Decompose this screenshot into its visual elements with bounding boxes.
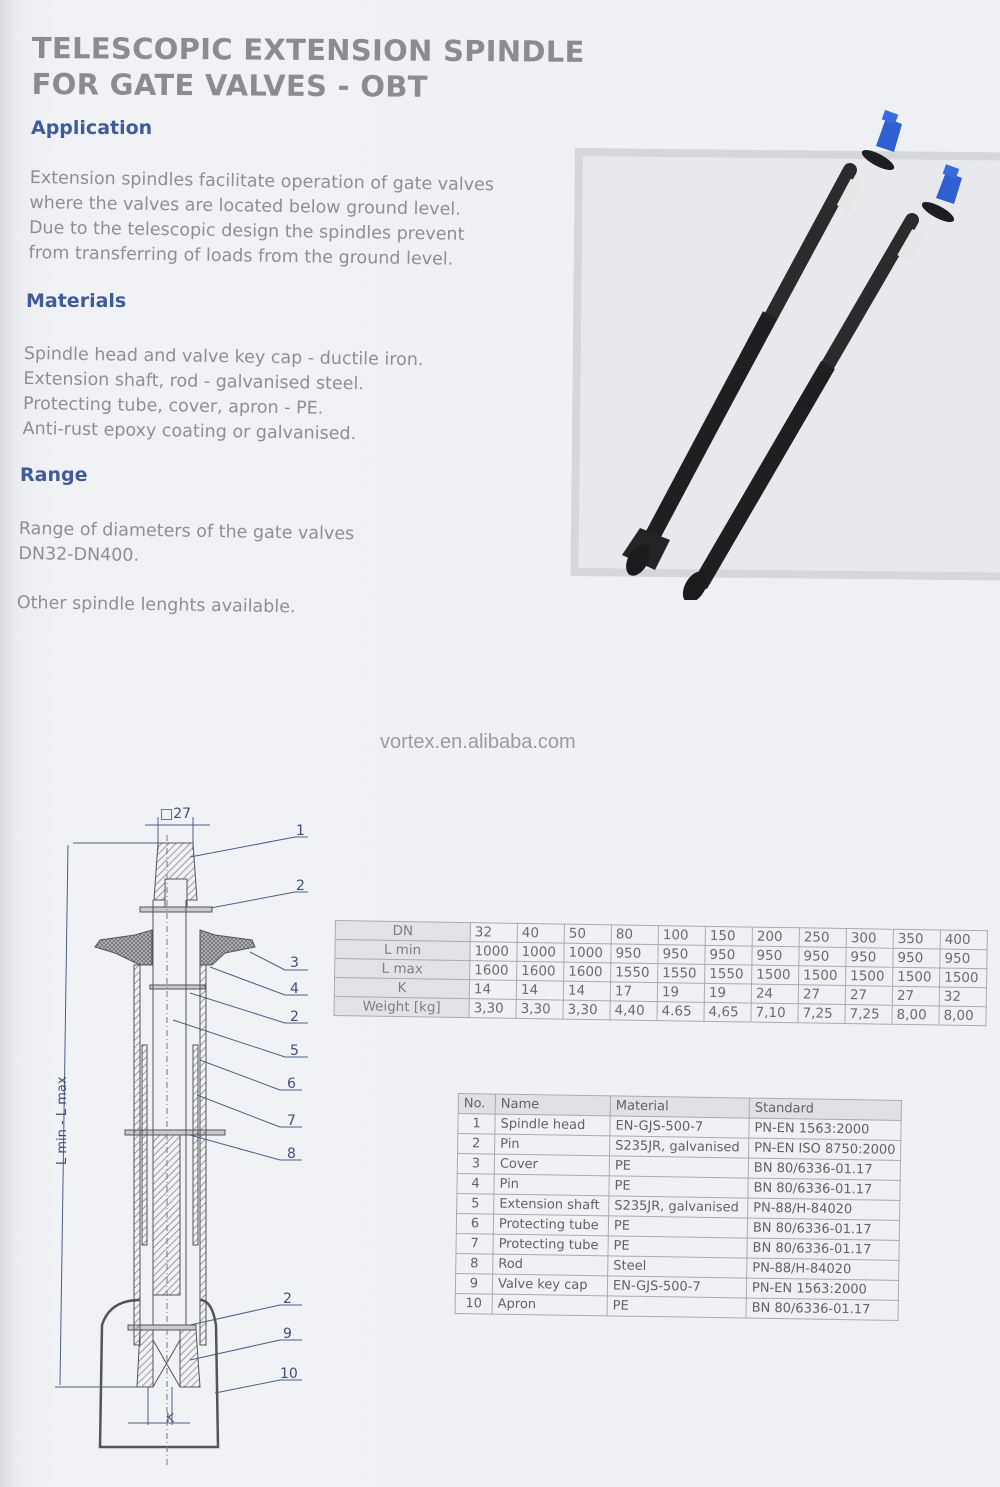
row-label: L max: [335, 959, 470, 980]
part-name: Spindle head: [495, 1114, 610, 1136]
text-line: where the valves are located below ground level.: [29, 192, 461, 220]
table-cell: 1500: [893, 967, 940, 987]
row-label: Weight [kg]: [334, 996, 469, 1017]
table-cell: 1550: [705, 964, 752, 984]
text-line: Due to the telescopic design the spindles prevent: [28, 217, 465, 245]
table-cell: 4.65: [657, 1002, 704, 1022]
spindle-image-left: [621, 110, 902, 580]
technical-drawing: [40, 795, 340, 1479]
table-cell: 950: [799, 947, 846, 967]
callout-9: 9: [283, 1326, 292, 1342]
callout-10: 10: [280, 1366, 298, 1382]
table-cell: 950: [893, 948, 940, 968]
table-cell: 7,10: [751, 1003, 798, 1023]
text-line: from transferring of loads from the ground level.: [28, 242, 454, 270]
table-cell: 950: [752, 946, 799, 966]
materials-text: [22, 342, 423, 448]
column-header-name: Name: [495, 1094, 610, 1116]
part-standard: BN 80/6336-01.17: [747, 1218, 900, 1240]
title-line-2: FOR GATE VALVES - OBT: [31, 66, 428, 104]
part-standard: BN 80/6336-01.17: [748, 1158, 901, 1180]
table-cell: 40: [517, 923, 564, 943]
table-cell: 400: [940, 930, 987, 950]
length-dimension-label: L min - L max: [55, 1076, 70, 1165]
table-cell: 80: [611, 925, 658, 945]
table-cell: 1600: [517, 961, 564, 981]
table-cell: 32: [470, 923, 517, 943]
part-name: Extension shaft: [494, 1194, 609, 1216]
row-label: K: [334, 978, 469, 999]
square-dimension-label: □27: [160, 806, 192, 822]
table-cell: 950: [705, 945, 752, 965]
range-heading: Range: [20, 464, 88, 486]
callout-numbers: [280, 823, 305, 1382]
part-no: 8: [456, 1253, 493, 1274]
product-photo: [560, 100, 1000, 600]
table-cell: 8,00: [939, 1006, 986, 1026]
text-line: Anti-rust epoxy coating or galvanised.: [22, 418, 357, 445]
table-cell: 27: [798, 985, 845, 1005]
table-cell: 1550: [611, 963, 658, 983]
table-cell: 27: [892, 986, 939, 1006]
table-cell: 1500: [799, 966, 846, 986]
part-material: PE: [608, 1216, 747, 1238]
text-line: Spindle head and valve key cap - ductile iron.: [23, 343, 424, 371]
table-cell: 50: [564, 924, 611, 944]
table-cell: 32: [939, 987, 986, 1007]
watermark-text: vortex.en.alibaba.com: [380, 731, 576, 753]
text-line: DN32-DN400.: [18, 543, 140, 566]
range-note: [17, 591, 296, 620]
text-line: Extension shaft, rod - galvanised steel.: [23, 368, 365, 395]
table-cell: 14: [469, 980, 516, 1000]
part-no: 5: [457, 1193, 494, 1214]
table-cell: 1500: [940, 968, 987, 988]
table-cell: 14: [563, 981, 610, 1001]
dimensions-table: [333, 920, 987, 1026]
table-cell: 100: [658, 926, 705, 946]
part-no: 4: [457, 1173, 494, 1194]
part-material: EN-GJS-500-7: [607, 1276, 746, 1298]
table-cell: 4,65: [704, 1002, 751, 1022]
application-heading: Application: [31, 117, 153, 139]
table-cell: 7,25: [845, 1005, 892, 1025]
table-cell: 1600: [564, 962, 611, 982]
table-cell: 200: [752, 927, 799, 947]
table-cell: 3,30: [563, 1000, 610, 1020]
table-cell: 4,40: [610, 1001, 657, 1021]
part-no: 6: [456, 1213, 493, 1234]
part-no: 2: [458, 1134, 495, 1155]
range-text: [18, 517, 354, 572]
part-standard: BN 80/6336-01.17: [748, 1178, 901, 1200]
callout-2b: 2: [290, 1009, 299, 1025]
callout-2: 2: [296, 878, 305, 894]
table-cell: 1000: [564, 943, 611, 963]
page-title: [31, 30, 584, 106]
application-text: [28, 166, 494, 273]
table-cell: 7,25: [798, 1004, 845, 1024]
row-label: DN: [335, 921, 470, 942]
part-material: S235JR, galvanised: [609, 1196, 748, 1218]
part-no: 1: [458, 1114, 495, 1135]
table-cell: 1500: [846, 967, 893, 987]
part-standard: BN 80/6336-01.17: [746, 1298, 899, 1320]
part-standard: PN-EN ISO 8750:2000: [749, 1138, 902, 1160]
part-name: Pin: [495, 1134, 610, 1156]
column-header-no: No.: [458, 1094, 495, 1115]
table-cell: 14: [516, 980, 563, 1000]
part-name: Rod: [493, 1254, 608, 1276]
text-line: Protecting tube, cover, apron - PE.: [22, 393, 324, 419]
table-cell: 950: [658, 945, 705, 965]
part-name: Protecting tube: [493, 1234, 608, 1256]
table-cell: 1500: [752, 965, 799, 985]
table-cell: 17: [610, 982, 657, 1002]
table-cell: 19: [657, 983, 704, 1003]
table-cell: 350: [893, 929, 940, 949]
table-cell: 1000: [470, 942, 517, 962]
part-material: EN-GJS-500-7: [610, 1116, 749, 1138]
table-cell: 1600: [470, 961, 517, 981]
table-cell: 19: [704, 983, 751, 1003]
table-cell: 250: [799, 928, 846, 948]
callout-3: 3: [290, 955, 299, 971]
table-cell: 1550: [658, 964, 705, 984]
callout-7: 7: [287, 1113, 296, 1129]
table-cell: 1000: [517, 942, 564, 962]
table-cell: 27: [845, 986, 892, 1006]
callout-1: 1: [296, 823, 305, 839]
column-header-material: Material: [610, 1096, 749, 1118]
part-material: S235JR, galvanised: [610, 1136, 749, 1158]
table-cell: 3,30: [516, 999, 563, 1019]
part-material: PE: [607, 1296, 746, 1318]
table-cell: 150: [705, 926, 752, 946]
part-material: PE: [609, 1176, 748, 1198]
callout-4: 4: [290, 981, 299, 997]
part-no: 7: [456, 1233, 493, 1254]
part-no: 10: [455, 1293, 492, 1314]
column-header-standard: Standard: [749, 1098, 902, 1120]
callout-5: 5: [290, 1043, 299, 1059]
part-no: 3: [457, 1154, 494, 1175]
table-cell: 3,30: [469, 999, 516, 1019]
part-name: Cover: [494, 1154, 609, 1176]
text-line: Range of diameters of the gate valves: [18, 518, 355, 545]
table-cell: 950: [611, 944, 658, 964]
part-no: 9: [455, 1273, 492, 1294]
callout-8: 8: [287, 1146, 296, 1162]
table-cell: 950: [940, 949, 987, 969]
part-name: Protecting tube: [493, 1214, 608, 1236]
part-standard: PN-88/H-84020: [747, 1258, 900, 1280]
title-line-1: TELESCOPIC EXTENSION SPINDLE: [31, 30, 585, 69]
table-cell: 300: [846, 929, 893, 949]
row-label: L min: [335, 940, 470, 961]
callout-6: 6: [287, 1076, 296, 1092]
part-standard: PN-EN 1563:2000: [749, 1118, 902, 1140]
text-line: Extension spindles facilitate operation of gate valves: [29, 167, 495, 196]
callout-2c: 2: [283, 1291, 292, 1307]
table-cell: 8,00: [892, 1005, 939, 1025]
part-standard: PN-EN 1563:2000: [746, 1278, 899, 1300]
k-dimension-label: K: [166, 1411, 174, 1425]
part-material: PE: [608, 1236, 747, 1258]
parts-table: [455, 1093, 903, 1321]
table-cell: 950: [846, 948, 893, 968]
part-name: Valve key cap: [492, 1274, 607, 1296]
spindle-cross-section: [40, 795, 340, 1475]
table-cell: 24: [751, 984, 798, 1004]
part-name: Pin: [494, 1174, 609, 1196]
part-name: Apron: [492, 1294, 607, 1316]
text-line: Other spindle lenghts available.: [16, 592, 296, 618]
part-material: Steel: [608, 1256, 747, 1278]
materials-heading: Materials: [26, 290, 127, 312]
part-standard: PN-88/H-84020: [748, 1198, 901, 1220]
part-material: PE: [609, 1156, 748, 1178]
part-standard: BN 80/6336-01.17: [747, 1238, 900, 1260]
